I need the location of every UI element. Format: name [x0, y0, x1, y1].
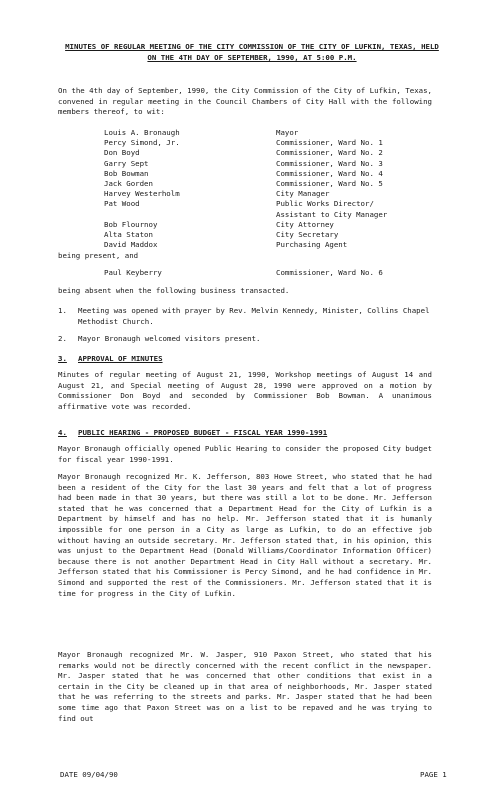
document-title: MINUTES OF REGULAR MEETING OF THE CITY COMMISSION OF THE CITY OF LUFKIN, TEXAS, HELD ON THE 4TH DAY OF SEPTEMBER, 1990, AT 5:00 P.M.	[65, 42, 439, 62]
footer-page: PAGE 1	[420, 770, 447, 779]
member-title: Purchasing Agent	[276, 240, 348, 250]
member-name: Pat Wood	[104, 199, 140, 209]
member-name: David Maddox	[104, 240, 158, 250]
member-name: Bob Flournoy	[104, 219, 158, 229]
member-title: Commissioner, Ward No. 3	[276, 158, 383, 168]
member-name: Percy Simond, Jr.	[104, 138, 180, 148]
item-text: Meeting was opened with prayer by Rev. Melvin Kennedy, Minister, Collins Chapel Methodist Church.	[78, 306, 430, 326]
member-name: Alta Staton	[104, 230, 153, 239]
jasper-paragraph: Mayor Bronaugh recognized Mr. W. Jasper, 910 Paxon Street, who stated that his remarks would not be directly concerned with the recent conflict in the newspaper. Mr. Jasper stated that he was concerned that other conditions that exist in a certain in the City be cleaned up in that area of neighborhoods, Mr. Jasper stated that he was referring to the streets and parks. Mr. Jasper stated that he had been some time ago that Paxon Street was on a list to be repaved and he was trying to find out	[58, 650, 432, 723]
member-title: Commissioner, Ward No. 2	[276, 148, 383, 158]
member-title: Mayor	[276, 128, 299, 137]
footer-date: DATE 09/04/90	[60, 770, 118, 779]
item-number: 2.	[58, 334, 67, 343]
item-number: 1.	[58, 306, 67, 315]
section-number: 4.	[58, 428, 67, 437]
member-title: City Manager	[276, 189, 330, 199]
member-name: Don Boyd	[104, 148, 140, 158]
member-title: Public Works Director/	[276, 199, 374, 209]
member-name: Bob Bowman	[104, 168, 149, 178]
member-title: Commissioner, Ward No. 5	[276, 179, 383, 188]
intro-paragraph: On the 4th day of September, 1990, the City Commission of the City of Lufkin, Texas, convened in regular meeting in the Council Chambers of City Hall with the following members thereof, to wit:	[58, 86, 432, 117]
member-name: Jack Gorden	[104, 179, 153, 188]
minutes-approval-paragraph: Minutes of regular meeting of August 21, 1990, Workshop meetings of August 14 and August 21, and Special meeting of August 28, 1990 were approved on a motion by Commissioner Don Boyd and seconded by Commissioner Bob Bowman. A unanimous affirmative vote was recorded.	[58, 370, 432, 411]
being-present-text: being present, and	[58, 251, 139, 260]
member-name: Harvey Westerholm	[104, 189, 180, 199]
member-title: City Secretary	[276, 230, 339, 239]
section-heading-public-hearing: PUBLIC HEARING - PROPOSED BUDGET - FISCAL YEAR 1990-1991	[78, 428, 328, 437]
member-title: Assistant to City Manager	[276, 209, 388, 219]
absent-member-name: Paul Keyberry	[104, 268, 162, 277]
member-title: City Attorney	[276, 219, 334, 229]
absent-member-title: Commissioner, Ward No. 6	[276, 268, 383, 277]
section-number: 3.	[58, 354, 67, 363]
hearing-open-paragraph: Mayor Bronaugh officially opened Public Hearing to consider the proposed City budget for fiscal year 1990-1991.	[58, 444, 432, 464]
member-name: Garry Sept	[104, 158, 149, 168]
member-name: Louis A. Bronaugh	[104, 128, 180, 137]
jefferson-paragraph: Mayor Bronaugh recognized Mr. K. Jefferson, 803 Howe Street, who stated that he had been a resident of the City for the last 30 years and felt that a lot of progress had been made in that 30 years, but there was still a lot to be done. Mr. Jefferson stated that he was concerned that a Department Head for the City of Lufkin is a Department by himself and has no help. Mr. Jefferson stated that it is humanly impossible for one person in a City as large as Lufkin, to do an effective job without having an outside secretary. Mr. Jefferson stated that, in his opinion, this was unjust to the Department Head (Donald Williams/Coordinator Information Officer) because there is not another Department Head in City Hall without a secretary. Mr. Jefferson stated that his Commissioner is Percy Simond, and he had confidence in Mr. Simond and supported the rest of the Commissioners. Mr. Jefferson stated that it is time for progress in the City of Lufkin.	[58, 472, 432, 598]
section-heading-approval: APPROVAL OF MINUTES	[78, 354, 163, 363]
member-title: Commissioner, Ward No. 1	[276, 138, 383, 148]
member-title: Commissioner, Ward No. 4	[276, 168, 383, 178]
absent-note: being absent when the following business transacted.	[58, 286, 290, 295]
item-text: Mayor Bronaugh welcomed visitors present.	[78, 334, 261, 343]
